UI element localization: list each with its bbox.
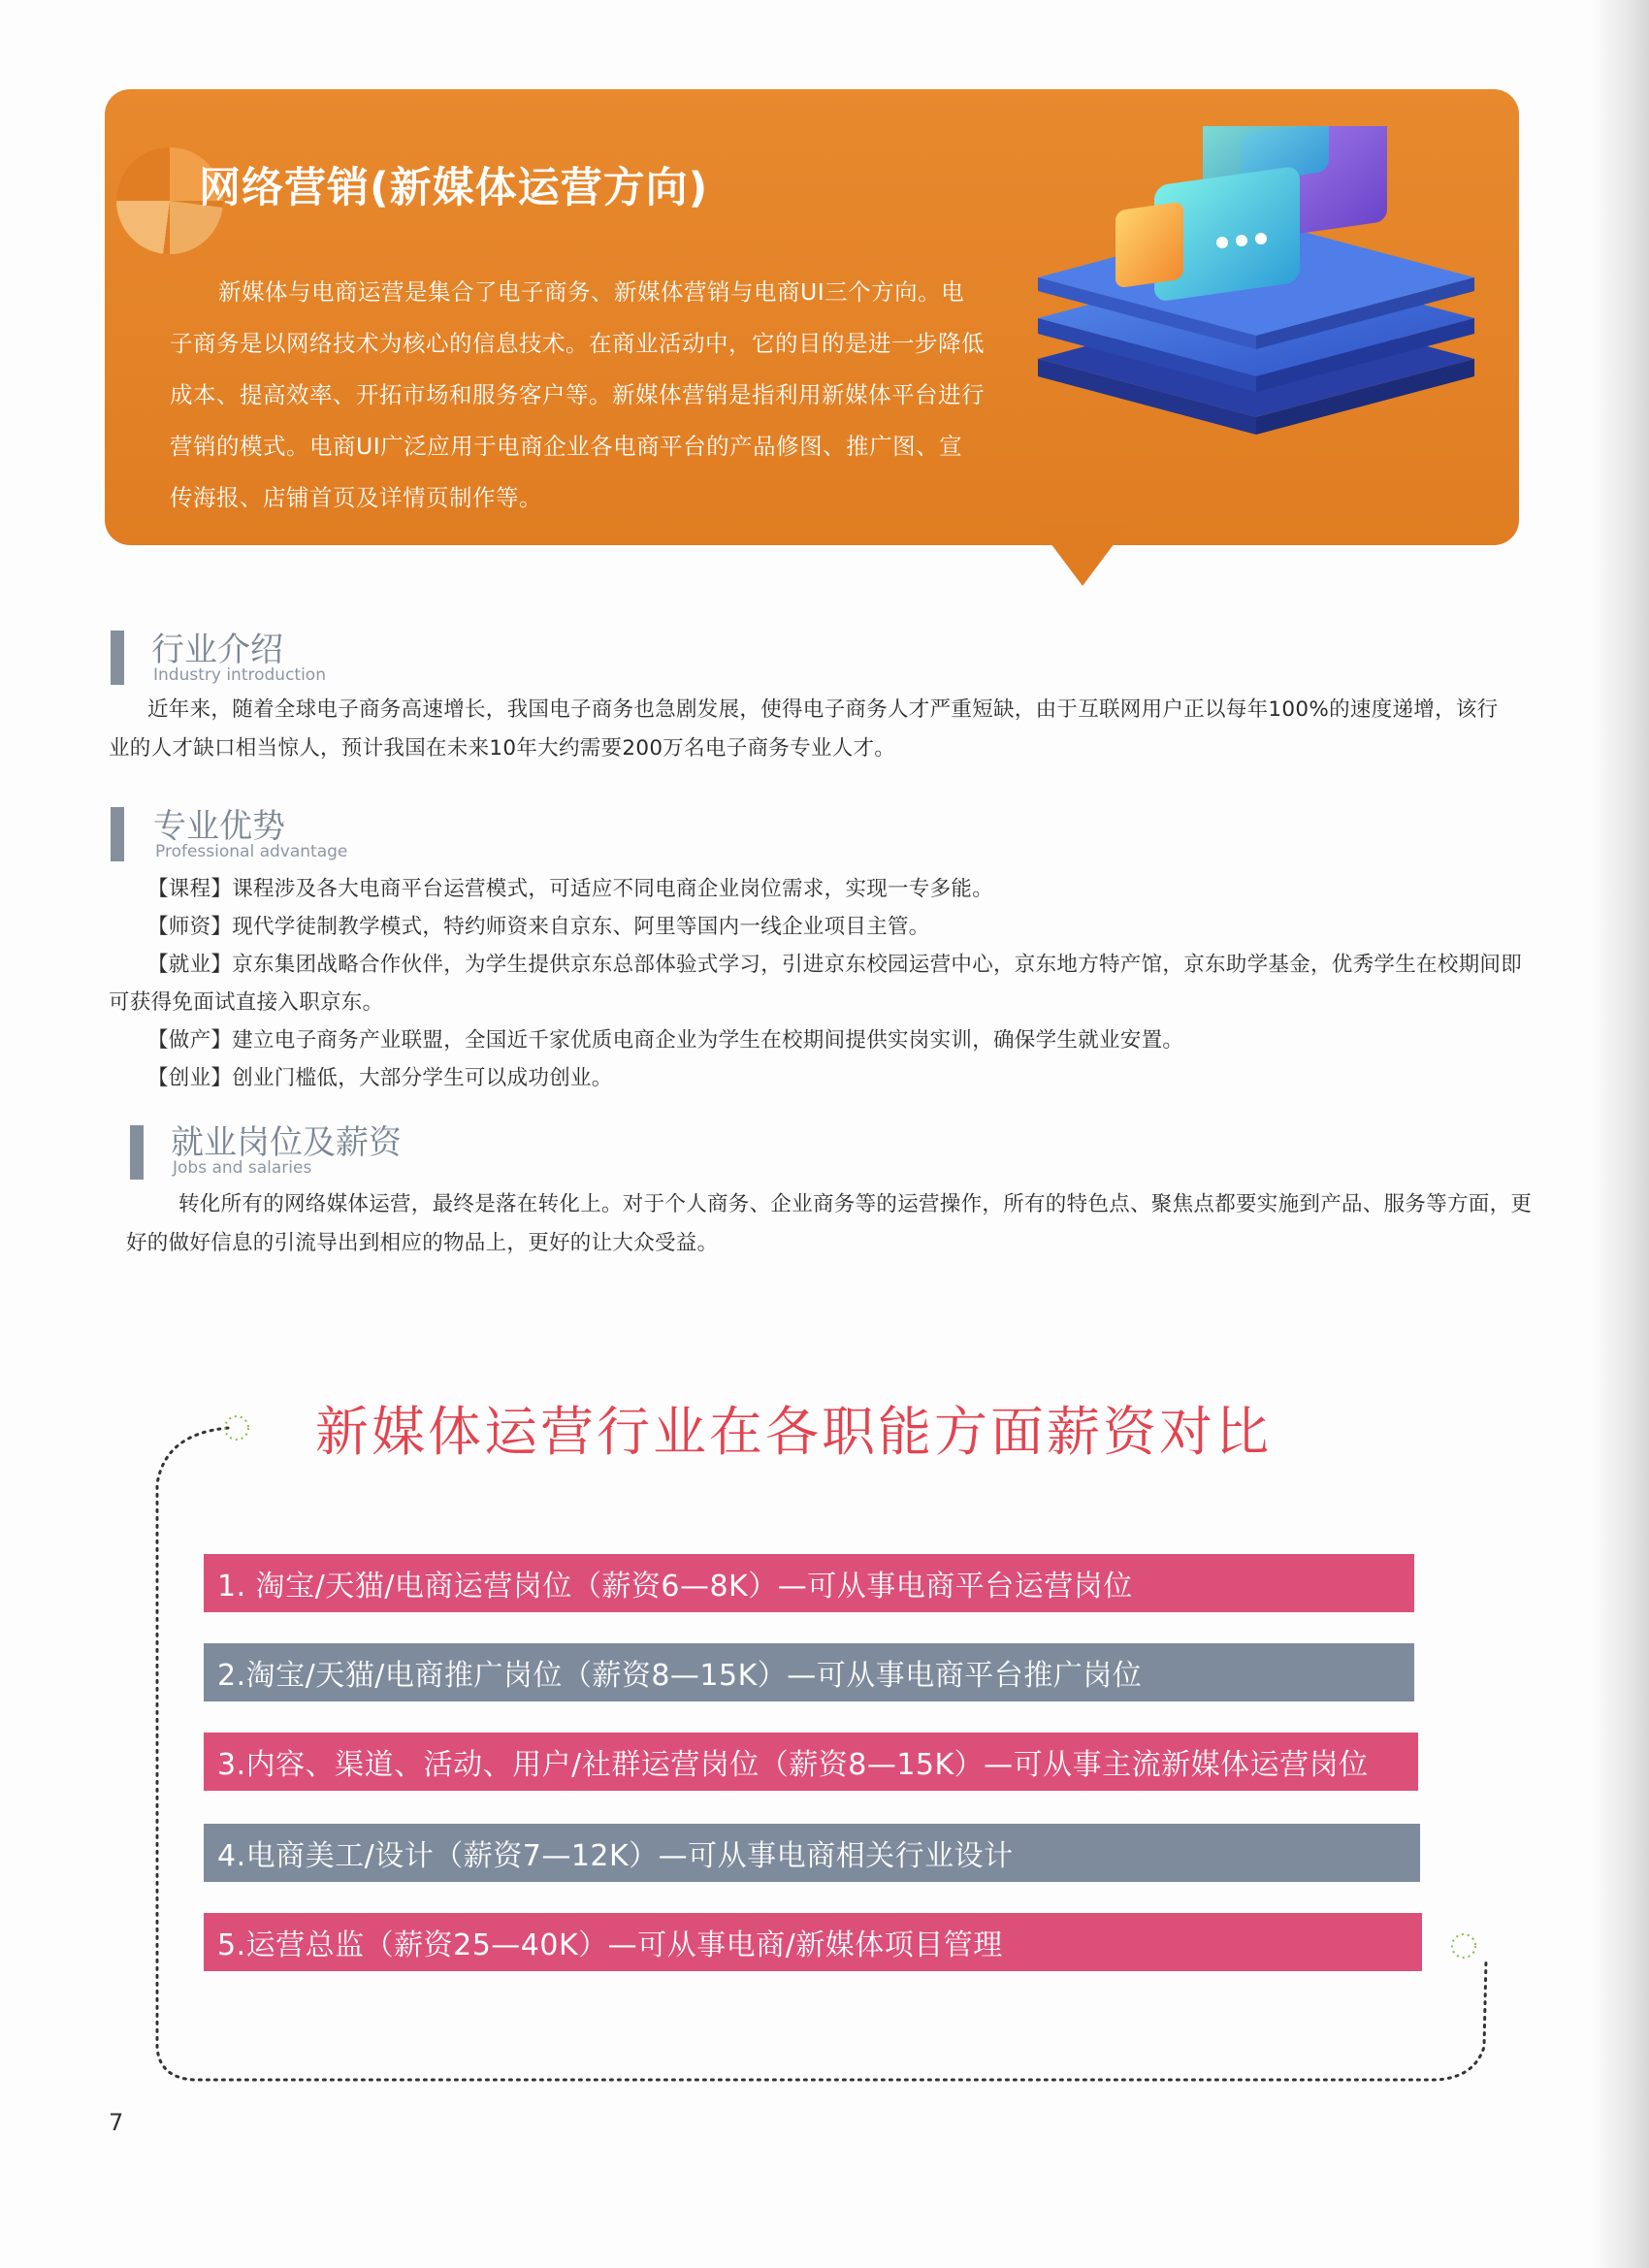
jobs-line-1: 转化所有的网络媒体运营，最终是落在转化上。对于个人商务、企业商务等的运营操作，所有的特色点、聚焦点都要实施到产品、服务等方面，更 [178,1192,1533,1216]
industry-line-1: 近年来，随着全球电子商务高速增长，我国电子商务也急剧发展，使得电子商务人才严重短缺，由于互联网用户正以每年100%的速度递增，该行 [147,697,1499,722]
banner-speech-tail [1036,524,1129,586]
jobs-title: 就业岗位及薪资 [171,1123,402,1162]
jobs-line-2: 好的做好信息的引流导出到相应的物品上，更好的让大众受益。 [126,1231,719,1255]
salary-row: 1. 淘宝/天猫/电商运营岗位（薪资6—8K）—可从事电商平台运营岗位 [204,1554,1414,1612]
section-marker-bar [111,631,124,685]
page-edge-shadow [1591,0,1649,2268]
advantage-item: 【师资】现代学徒制教学模式，特约师资来自京东、阿里等国内一线企业项目主管。 [147,915,930,939]
advantage-item: 【做产】建立电子商务产业联盟，全国近千家优质电商企业为学生在校期间提供实岗实训，确保学生就业安置。 [147,1028,1184,1053]
jobs-subtitle: Jobs and salaries [173,1158,312,1178]
salary-comparison-title: 新媒体运营行业在各职能方面薪资对比 [315,1401,1273,1463]
advantage-item: 可获得免面试直接入职京东。 [109,990,384,1015]
layered-platform-chat-illustration-icon [1028,126,1484,495]
salary-row: 2.淘宝/天猫/电商推广岗位（薪资8—15K）—可从事电商平台推广岗位 [204,1643,1414,1701]
advantage-item: 【创业】创业门槛低，大部分学生可以成功创业。 [147,1066,613,1090]
banner-paragraph [170,267,985,524]
advantage-item: 【课程】课程涉及各大电商平台运营模式，可适应不同电商企业岗位需求，实现一专多能。 [147,877,994,901]
advantage-subtitle: Professional advantage [155,842,348,861]
industry-line-2: 业的人才缺口相当惊人，预计我国在未来10年大约需要200万名电子商务专业人才。 [109,736,896,761]
advantage-title: 专业优势 [153,807,285,846]
industry-subtitle: Industry introduction [153,665,326,685]
banner-paragraph-text: 新媒体与电商运营是集合了电子商务、新媒体营销与电商UI三个方向。电子商务是以网络技术为核心的信息技术。在商业活动中，它的目的是进一步降低成本、提高效率、开拓市场和服务客户等。新媒体营销是指利用新媒体平台进行营销的模式。电商UI广泛应用于电商企业各电商平台的产品修图、推广图、宣传海报、店铺首页及详情页制作等。 [170,278,985,511]
page-number: 7 [109,2109,124,2136]
salary-row: 4.电商美工/设计（薪资7—12K）—可从事电商相关行业设计 [204,1824,1420,1882]
salary-row: 3.内容、渠道、活动、用户/社群运营岗位（薪资8—15K）—可从事主流新媒体运营岗位 [204,1733,1418,1791]
section-marker-bar [111,807,124,861]
section-marker-bar [130,1125,144,1180]
industry-title: 行业介绍 [151,631,283,669]
salary-row: 5.运营总监（薪资25—40K）—可从事电商/新媒体项目管理 [204,1913,1422,1971]
advantage-item: 【就业】京东集团战略合作伙伴，为学生提供京东总部体验式学习，引进京东校园运营中心，京东地方特产馆，京东助学基金，优秀学生在校期间即 [147,953,1523,977]
banner-title: 网络营销(新媒体运营方向) [199,164,709,212]
